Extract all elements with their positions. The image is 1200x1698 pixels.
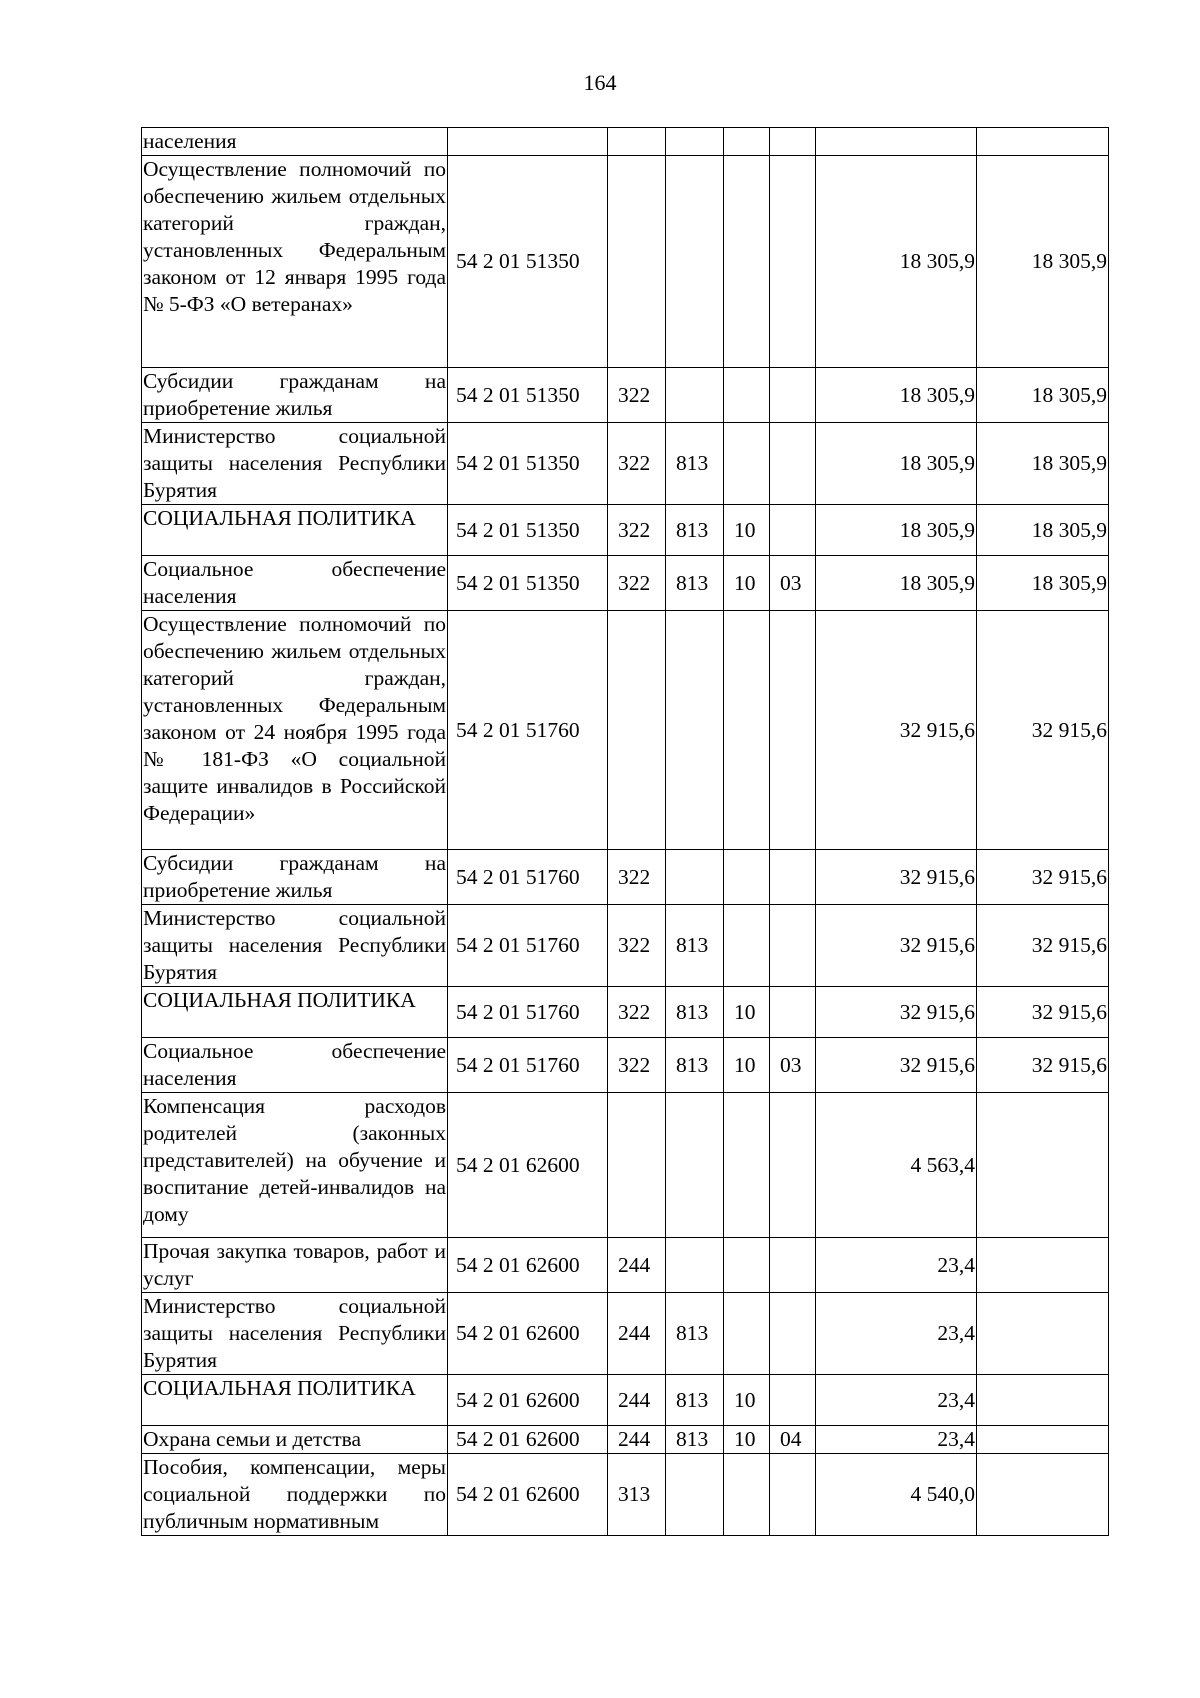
table-row [142, 1454, 1109, 1536]
row-name-cell: Прочая закупка товаров, работ и услуг [142, 1238, 448, 1293]
amount-2-cell: 32 915,6 [977, 611, 1109, 850]
table-row [142, 1293, 1109, 1375]
target-article-code-cell: 54 2 01 51760 [448, 987, 608, 1038]
amount-2-cell: 18 305,9 [977, 505, 1109, 556]
table-row [142, 905, 1109, 987]
amount-2-cell: 32 915,6 [977, 850, 1109, 905]
administrator-code-cell: 813 [666, 987, 724, 1038]
expense-type-cell [608, 611, 666, 850]
amount-1-cell: 32 915,6 [816, 905, 977, 987]
target-article-code-cell: 54 2 01 51760 [448, 850, 608, 905]
subsection-code-cell [770, 505, 816, 556]
expense-type-cell: 322 [608, 850, 666, 905]
expense-type-cell: 313 [608, 1454, 666, 1536]
row-name-cell: Министерство социальной защиты населения Республики Бурятия [142, 1293, 448, 1375]
target-article-code-cell [448, 128, 608, 156]
table-row [142, 1375, 1109, 1426]
administrator-code-cell: 813 [666, 1293, 724, 1375]
row-name-cell: СОЦИАЛЬНАЯ ПОЛИТИКА [142, 1375, 448, 1426]
row-name-cell: Субсидии гражданам на приобретение жилья [142, 850, 448, 905]
subsection-code-cell [770, 850, 816, 905]
subsection-code-cell: 04 [770, 1426, 816, 1454]
subsection-code-cell [770, 1093, 816, 1238]
administrator-code-cell [666, 128, 724, 156]
section-code-cell: 10 [724, 987, 770, 1038]
amount-2-cell: 32 915,6 [977, 905, 1109, 987]
row-name-cell: Министерство социальной защиты населения Республики Бурятия [142, 423, 448, 505]
target-article-code-cell: 54 2 01 62600 [448, 1238, 608, 1293]
row-name-cell: Министерство социальной защиты населения Республики Бурятия [142, 905, 448, 987]
subsection-code-cell: 03 [770, 1038, 816, 1093]
expense-type-cell: 322 [608, 556, 666, 611]
amount-2-cell: 32 915,6 [977, 987, 1109, 1038]
expense-type-cell: 322 [608, 505, 666, 556]
subsection-code-cell [770, 368, 816, 423]
administrator-code-cell [666, 156, 724, 368]
subsection-code-cell [770, 1293, 816, 1375]
amount-1-cell [816, 128, 977, 156]
section-code-cell [724, 1238, 770, 1293]
subsection-code-cell [770, 905, 816, 987]
target-article-code-cell: 54 2 01 51760 [448, 611, 608, 850]
amount-1-cell: 18 305,9 [816, 505, 977, 556]
section-code-cell [724, 423, 770, 505]
section-code-cell [724, 128, 770, 156]
table-row [142, 156, 1109, 368]
table-row [142, 1093, 1109, 1238]
expense-type-cell: 244 [608, 1375, 666, 1426]
target-article-code-cell: 54 2 01 62600 [448, 1375, 608, 1426]
subsection-code-cell [770, 1375, 816, 1426]
target-article-code-cell: 54 2 01 51350 [448, 156, 608, 368]
subsection-code-cell [770, 156, 816, 368]
administrator-code-cell [666, 1238, 724, 1293]
amount-1-cell: 18 305,9 [816, 156, 977, 368]
row-name-cell: Осуществление полномочий по обеспечению жильем отдельных категорий граждан, установленных Федеральным законом от 12 января 1995 года № 5-ФЗ «О ветеранах» [142, 156, 448, 368]
table-row [142, 850, 1109, 905]
section-code-cell: 10 [724, 1038, 770, 1093]
section-code-cell: 10 [724, 556, 770, 611]
amount-2-cell [977, 1454, 1109, 1536]
subsection-code-cell [770, 423, 816, 505]
amount-2-cell: 18 305,9 [977, 156, 1109, 368]
target-article-code-cell: 54 2 01 51350 [448, 556, 608, 611]
expense-type-cell: 244 [608, 1238, 666, 1293]
amount-1-cell: 32 915,6 [816, 1038, 977, 1093]
target-article-code-cell: 54 2 01 62600 [448, 1293, 608, 1375]
table-row [142, 368, 1109, 423]
amount-1-cell: 18 305,9 [816, 556, 977, 611]
amount-1-cell: 18 305,9 [816, 368, 977, 423]
administrator-code-cell: 813 [666, 505, 724, 556]
expense-type-cell: 322 [608, 423, 666, 505]
expense-type-cell [608, 128, 666, 156]
expense-type-cell: 244 [608, 1293, 666, 1375]
administrator-code-cell: 813 [666, 556, 724, 611]
row-name-cell: Охрана семьи и детства [142, 1426, 448, 1454]
expense-type-cell: 322 [608, 368, 666, 423]
table-row [142, 611, 1109, 850]
amount-1-cell: 18 305,9 [816, 423, 977, 505]
table-row [142, 987, 1109, 1038]
amount-2-cell [977, 1375, 1109, 1426]
row-name-cell: СОЦИАЛЬНАЯ ПОЛИТИКА [142, 987, 448, 1038]
target-article-code-cell: 54 2 01 51760 [448, 905, 608, 987]
administrator-code-cell: 813 [666, 905, 724, 987]
subsection-code-cell: 03 [770, 556, 816, 611]
row-name-cell: Осуществление полномочий по обеспечению жильем отдельных категорий граждан, установленных Федеральным законом от 24 ноября 1995 года № 181-ФЗ «О социальной защите инвалидов в Российской Федерации» [142, 611, 448, 850]
amount-1-cell: 32 915,6 [816, 611, 977, 850]
target-article-code-cell: 54 2 01 62600 [448, 1454, 608, 1536]
expense-type-cell: 322 [608, 987, 666, 1038]
amount-1-cell: 4 563,4 [816, 1093, 977, 1238]
section-code-cell [724, 1093, 770, 1238]
section-code-cell [724, 368, 770, 423]
amount-2-cell [977, 1293, 1109, 1375]
target-article-code-cell: 54 2 01 51350 [448, 423, 608, 505]
subsection-code-cell [770, 611, 816, 850]
row-name-cell: Социальное обеспечение населения [142, 556, 448, 611]
amount-1-cell: 4 540,0 [816, 1454, 977, 1536]
section-code-cell [724, 611, 770, 850]
section-code-cell [724, 156, 770, 368]
row-name-cell: Пособия, компенсации, меры социальной поддержки по публичным нормативным [142, 1454, 448, 1536]
table-row [142, 423, 1109, 505]
section-code-cell [724, 905, 770, 987]
amount-2-cell: 18 305,9 [977, 423, 1109, 505]
amount-2-cell [977, 128, 1109, 156]
administrator-code-cell [666, 850, 724, 905]
administrator-code-cell [666, 368, 724, 423]
subsection-code-cell [770, 128, 816, 156]
amount-1-cell: 23,4 [816, 1426, 977, 1454]
section-code-cell [724, 1454, 770, 1536]
amount-1-cell: 32 915,6 [816, 987, 977, 1038]
table-body [142, 128, 1109, 1536]
administrator-code-cell: 813 [666, 423, 724, 505]
section-code-cell [724, 850, 770, 905]
section-code-cell: 10 [724, 1375, 770, 1426]
target-article-code-cell: 54 2 01 51760 [448, 1038, 608, 1093]
target-article-code-cell: 54 2 01 51350 [448, 505, 608, 556]
amount-2-cell [977, 1238, 1109, 1293]
administrator-code-cell: 813 [666, 1375, 724, 1426]
amount-2-cell: 18 305,9 [977, 368, 1109, 423]
amount-2-cell [977, 1426, 1109, 1454]
expense-type-cell [608, 156, 666, 368]
administrator-code-cell [666, 1454, 724, 1536]
table-row [142, 1426, 1109, 1454]
table-row [142, 1238, 1109, 1293]
amount-2-cell: 18 305,9 [977, 556, 1109, 611]
subsection-code-cell [770, 1238, 816, 1293]
expense-type-cell: 244 [608, 1426, 666, 1454]
table-row [142, 1038, 1109, 1093]
amount-1-cell: 23,4 [816, 1293, 977, 1375]
administrator-code-cell: 813 [666, 1038, 724, 1093]
page-number: 164 [583, 70, 617, 95]
expense-type-cell: 322 [608, 1038, 666, 1093]
row-name-cell: населения [142, 128, 448, 156]
amount-1-cell: 32 915,6 [816, 850, 977, 905]
expense-type-cell [608, 1093, 666, 1238]
table-row [142, 128, 1109, 156]
row-name-cell: Социальное обеспечение населения [142, 1038, 448, 1093]
amount-1-cell: 23,4 [816, 1375, 977, 1426]
section-code-cell: 10 [724, 505, 770, 556]
target-article-code-cell: 54 2 01 62600 [448, 1093, 608, 1238]
administrator-code-cell [666, 611, 724, 850]
row-name-cell: СОЦИАЛЬНАЯ ПОЛИТИКА [142, 505, 448, 556]
administrator-code-cell [666, 1093, 724, 1238]
table-row [142, 505, 1109, 556]
target-article-code-cell: 54 2 01 62600 [448, 1426, 608, 1454]
section-code-cell: 10 [724, 1426, 770, 1454]
expense-type-cell: 322 [608, 905, 666, 987]
budget-table [141, 127, 1109, 1536]
row-name-cell: Субсидии гражданам на приобретение жилья [142, 368, 448, 423]
subsection-code-cell [770, 987, 816, 1038]
amount-1-cell: 23,4 [816, 1238, 977, 1293]
section-code-cell [724, 1293, 770, 1375]
table-row [142, 556, 1109, 611]
target-article-code-cell: 54 2 01 51350 [448, 368, 608, 423]
subsection-code-cell [770, 1454, 816, 1536]
administrator-code-cell: 813 [666, 1426, 724, 1454]
row-name-cell: Компенсация расходов родителей (законных представителей) на обучение и воспитание детей-инвалидов на дому [142, 1093, 448, 1238]
amount-2-cell: 32 915,6 [977, 1038, 1109, 1093]
amount-2-cell [977, 1093, 1109, 1238]
